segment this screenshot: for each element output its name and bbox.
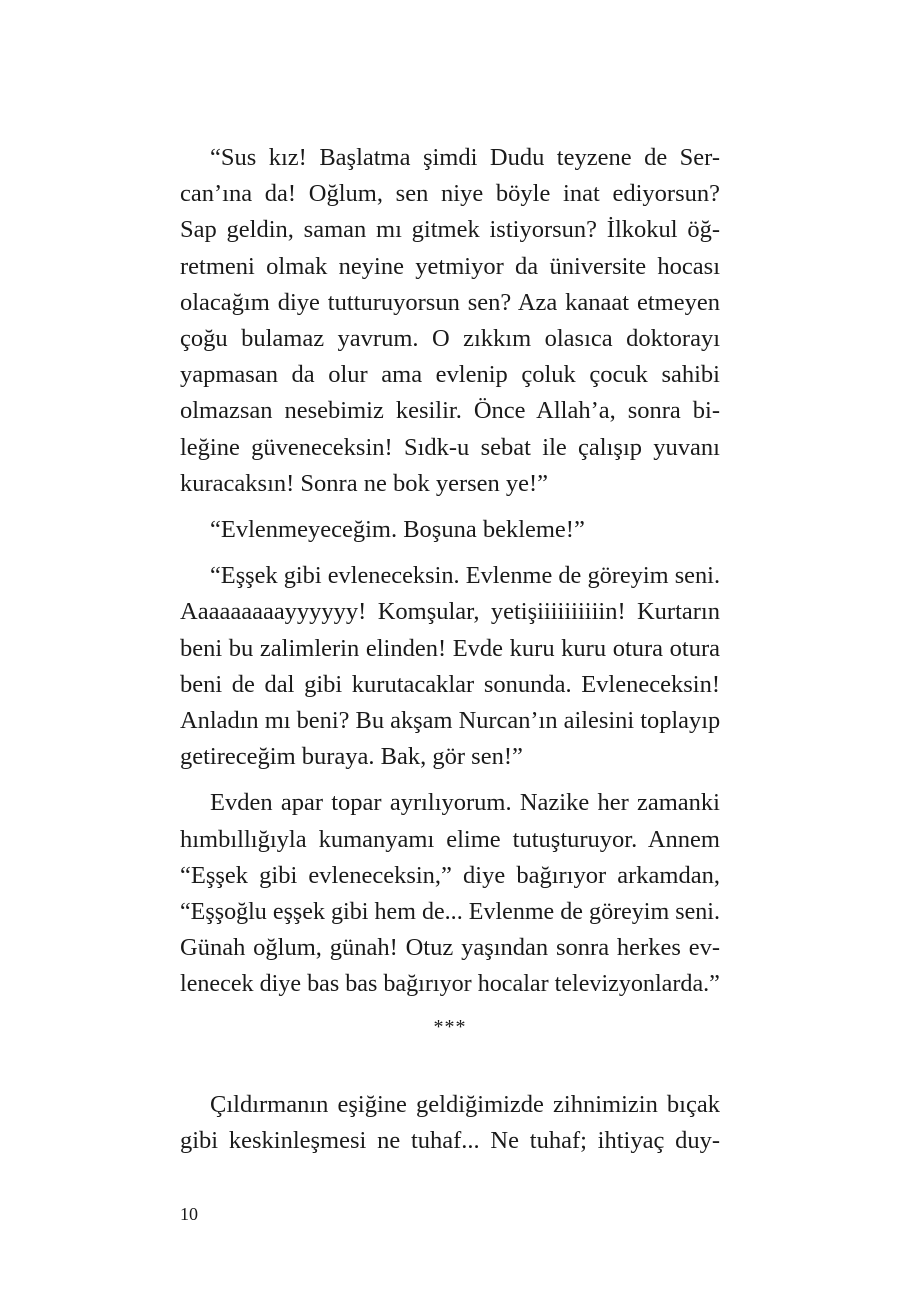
text-line: can’ına da! Oğlum, sen niye böyle inat ediyorsun? [180,180,720,208]
paragraph-4 [180,785,720,1002]
text-line: kuracaksın! Sonra ne bok yersen ye!” [180,469,549,497]
text-line: Sap geldin, saman mı gitmek istiyorsun? İlkokul öğ- [180,216,720,244]
text-line: Evden apar topar ayrılıyorum. Nazike her zamanki [210,789,720,817]
text-line: “Sus kız! Başlatma şimdi Dudu teyzene de Ser- [210,144,720,171]
text-line: hımbıllığıyla kumanyamı elime tutuşturuyor. Annem [180,825,720,853]
text-line: getireceğim buraya. Bak, gör sen!” [180,743,523,771]
paragraph-5 [180,1087,720,1159]
book-page-body [180,140,720,1159]
page-number: 10 [180,1204,198,1224]
text-line: leğine güveneceksin! Sıdk-u sebat ile çalışıp yuvanı [180,433,720,461]
paragraph-gap [180,548,720,558]
text-line: lenecek diye bas bas bağırıyor hocalar televizyonlarda.” [180,971,720,998]
text-line: beni de dal gibi kurutacaklar sonunda. Evleneceksin! [180,670,720,698]
text-line: Günah oğlum, günah! Otuz yaşından sonra herkes ev- [180,934,720,962]
text-line: “Eşşoğlu eşşek gibi hem de... Evlenme de göreyim seni. [180,899,720,926]
text-line: olmazsan nesebimiz kesilir. Önce Allah’a, sonra bi- [180,397,720,425]
text-line: Çıldırmanın eşiğine geldiğimizde zihnimizin bıçak [210,1090,720,1118]
paragraph-2 [180,512,720,548]
text-line: çoğu bulamaz yavrum. O zıkkım olasıca doktorayı [180,325,720,353]
text-line: “Evlenmeyeceğim. Boşuna bekleme!” [210,516,585,544]
text-line: retmeni olmak neyine yetmiyor da üniversite hocası [180,252,720,280]
paragraph-1 [180,140,720,502]
text-line: Aaaaaaaaayyyyyy! Komşular, yetişiiiiiiiiiin! Kurtarın [180,598,720,626]
section-separator: *** [433,1015,467,1038]
text-line: “Eşşek gibi evleneceksin,” diye bağırıyor arkamdan, [180,861,720,889]
text-line: yapmasan da olur ama evlenip çoluk çocuk sahibi [180,361,720,389]
text-line: olacağım diye tutturuyorsun sen? Aza kanaat etmeyen [180,288,720,316]
text-line: gibi keskinleşmesi ne tuhaf... Ne tuhaf; ihtiyaç duy- [180,1126,720,1154]
paragraph-gap [180,775,720,785]
text-line: “Eşşek gibi evleneceksin. Evlenme de göreyim seni. [210,562,721,590]
text-line: beni bu zalimlerin elinden! Evde kuru kuru otura otura [180,634,720,662]
paragraph-3 [180,558,720,775]
paragraph-gap [180,502,720,512]
text-line: Anladın mı beni? Bu akşam Nurcan’ın ailesini toplayıp [180,707,721,735]
